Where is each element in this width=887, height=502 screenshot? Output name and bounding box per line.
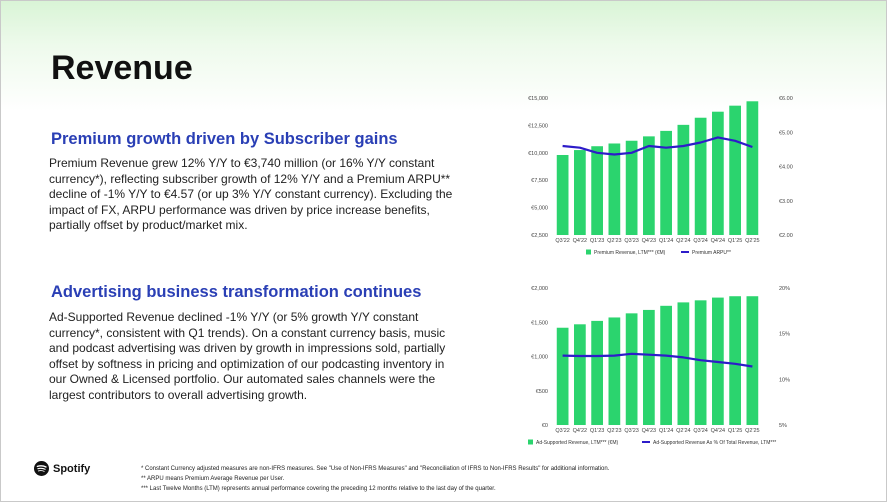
- y2-tick-label: 20%: [779, 286, 791, 292]
- bar: [609, 317, 621, 425]
- y-tick-label: €1,000: [531, 354, 548, 361]
- line-series: [563, 354, 753, 367]
- footnote-2: ** ARPU means Premium Average Revenue per User.: [141, 476, 285, 482]
- footnote-3: *** Last Twelve Months (LTM) represents annual performance covering the preceding 12 months relative to the last day of the quarter.: [141, 486, 496, 492]
- premium-heading: Premium growth driven by Subscriber gains: [51, 130, 398, 148]
- y2-tick-label: 15%: [779, 331, 791, 338]
- x-tick-label: Q3'22: [555, 428, 570, 434]
- x-tick-label: Q1'25: [727, 238, 743, 244]
- spotify-logo: [34, 461, 90, 476]
- bar: [747, 296, 759, 425]
- x-tick-label: Q2'24: [676, 238, 691, 244]
- x-tick-label: Q4'23: [641, 238, 657, 244]
- bar: [591, 321, 603, 425]
- spotify-wordmark: Spotify: [53, 462, 91, 475]
- y2-tick-label: €3.00: [779, 198, 793, 205]
- y2-tick-label: 5%: [779, 423, 787, 429]
- y-tick-label: €1,500: [531, 320, 548, 327]
- y2-tick-label: €4.00: [779, 164, 793, 171]
- bar: [729, 296, 741, 425]
- x-tick-label: Q2'24: [676, 428, 691, 434]
- y-tick-label: €0: [541, 423, 548, 429]
- x-tick-label: Q1'25: [727, 428, 743, 434]
- y-tick-label: €5,000: [531, 205, 548, 212]
- bar: [678, 125, 690, 235]
- y2-tick-label: €6.00: [779, 96, 793, 102]
- bar: [574, 150, 586, 235]
- bar: [557, 155, 569, 235]
- advertising-chart: [506, 279, 796, 454]
- y-tick-label: €500: [535, 388, 548, 395]
- legend-label-bar: Premium Revenue, LTM*** (€M): [594, 250, 666, 256]
- legend-swatch-bar: [528, 440, 533, 445]
- footnote-1: * Constant Currency adjusted measures are non-IFRS measures. See "Use of Non-IFRS Measures" and "Reconciliation of IFRS to Non-IFRS Results" for additional information.: [141, 466, 610, 472]
- page-title: Revenue: [51, 49, 193, 87]
- advertising-heading: Advertising business transformation continues: [51, 283, 422, 301]
- x-tick-label: Q2'25: [745, 238, 760, 244]
- x-tick-label: Q4'22: [572, 428, 588, 434]
- x-tick-label: Q1'23: [589, 428, 605, 434]
- line-series: [563, 137, 753, 154]
- x-tick-label: Q4'23: [641, 428, 657, 434]
- y-tick-label: €7,500: [531, 178, 548, 185]
- y2-tick-label: €5.00: [779, 130, 793, 137]
- premium-body: Premium Revenue grew 12% Y/Y to €3,740 million (or 16% Y/Y constant currency*), reflecting subscriber growth of 12% Y/Y and a Premium ARPU** decline of -1% Y/Y to €4.57 (or up 3% Y/Y constant currency). Excluding the impact of FX, ARPU performance was driven by price increase benefits, partially offset by product/market mix.: [49, 156, 453, 232]
- x-tick-label: Q1'23: [589, 238, 605, 244]
- y2-tick-label: 10%: [779, 377, 791, 384]
- x-tick-label: Q1'24: [658, 428, 674, 434]
- x-tick-label: Q2'23: [607, 428, 622, 434]
- x-tick-label: Q2'25: [745, 428, 760, 434]
- x-tick-label: Q3'23: [624, 238, 639, 244]
- x-tick-label: Q3'24: [693, 238, 708, 244]
- x-tick-label: Q3'23: [624, 428, 639, 434]
- legend-label-bar: Ad-Supported Revenue, LTM*** (€M): [536, 440, 619, 446]
- bar: [695, 118, 707, 235]
- legend-swatch-bar: [586, 250, 591, 255]
- bar: [609, 143, 621, 235]
- bar: [591, 146, 603, 235]
- x-tick-label: Q2'23: [607, 238, 622, 244]
- spotify-icon: [34, 461, 49, 476]
- x-tick-label: Q4'24: [710, 238, 726, 244]
- premium-chart: [506, 89, 796, 264]
- bar: [695, 300, 707, 425]
- bar: [712, 112, 724, 235]
- bar: [678, 302, 690, 425]
- bar: [626, 313, 638, 425]
- x-tick-label: Q1'24: [658, 238, 674, 244]
- y-tick-label: €15,000: [528, 96, 548, 102]
- bar: [660, 306, 672, 425]
- bar: [557, 328, 569, 425]
- legend-label-line: Premium ARPU**: [692, 250, 731, 256]
- bar: [643, 310, 655, 425]
- x-tick-label: Q3'22: [555, 238, 570, 244]
- bar: [574, 324, 586, 425]
- y-tick-label: €12,500: [528, 123, 548, 130]
- bar: [747, 101, 759, 235]
- y2-tick-label: €2.00: [779, 233, 793, 239]
- bar: [626, 141, 638, 235]
- bar: [729, 106, 741, 235]
- advertising-body: Ad-Supported Revenue declined -1% Y/Y (or 5% growth Y/Y constant currency*, consistent with Q1 trends). On a constant currency basis, music and podcast advertising was driven by growth in impressions sold, partially offset by softness in pricing and optimization of our podcasting inventory in our Owned & Licensed portfolio. Our automated sales channels were the largest contributors to overall advertising growth.: [49, 310, 446, 402]
- y-tick-label: €10,000: [528, 150, 548, 157]
- x-tick-label: Q3'24: [693, 428, 708, 434]
- y-tick-label: €2,500: [531, 233, 548, 239]
- x-tick-label: Q4'24: [710, 428, 726, 434]
- y-tick-label: €2,000: [531, 286, 548, 292]
- legend-label-line: Ad-Supported Revenue As % Of Total Revenue, LTM***: [653, 440, 777, 446]
- x-tick-label: Q4'22: [572, 238, 588, 244]
- bar: [643, 136, 655, 235]
